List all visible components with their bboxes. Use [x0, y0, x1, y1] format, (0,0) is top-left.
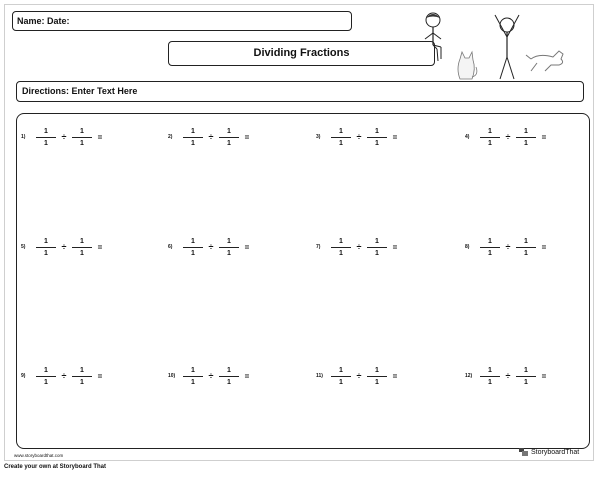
equals-sign: = — [541, 242, 547, 252]
answer-blank[interactable] — [254, 370, 278, 382]
answer-blank[interactable] — [551, 370, 575, 382]
numerator: 1 — [488, 366, 492, 374]
numerator: 1 — [524, 237, 528, 245]
divide-sign: ÷ — [505, 242, 511, 252]
name-date-label: Name: Date: — [17, 16, 70, 26]
denominator: 1 — [44, 249, 48, 257]
divide-sign: ÷ — [208, 132, 214, 142]
numerator: 1 — [227, 237, 231, 245]
fraction-dividend — [35, 126, 57, 149]
answer-blank[interactable] — [551, 241, 575, 253]
fraction-divisor — [71, 365, 93, 388]
numerator: 1 — [375, 237, 379, 245]
girl-sitting-illustration — [413, 11, 453, 67]
numerator: 1 — [80, 127, 84, 135]
numerator: 1 — [80, 237, 84, 245]
numerator: 1 — [524, 127, 528, 135]
equals-sign: = — [392, 242, 398, 252]
denominator: 1 — [524, 378, 528, 386]
fraction-dividend — [182, 126, 204, 149]
problem-11 — [316, 356, 426, 396]
divide-sign: ÷ — [356, 132, 362, 142]
fraction-dividend — [35, 236, 57, 259]
divide-sign: ÷ — [356, 371, 362, 381]
fraction-divisor — [366, 365, 388, 388]
fraction-divisor — [218, 236, 240, 259]
dog-illustration — [525, 45, 571, 75]
problem-1 — [21, 117, 131, 157]
problem-number: 11) — [316, 373, 323, 379]
equals-sign: = — [97, 242, 103, 252]
numerator: 1 — [375, 366, 379, 374]
brand-icon — [519, 448, 528, 456]
denominator: 1 — [80, 378, 84, 386]
problem-6 — [168, 227, 278, 267]
numerator: 1 — [44, 127, 48, 135]
denominator: 1 — [339, 139, 343, 147]
problem-10 — [168, 356, 278, 396]
storyboardthat-logo — [519, 448, 579, 456]
fraction-divisor — [366, 236, 388, 259]
fraction-dividend — [35, 365, 57, 388]
fraction-divisor — [218, 126, 240, 149]
equals-sign: = — [541, 371, 547, 381]
problem-number: 3) — [316, 134, 321, 140]
answer-blank[interactable] — [402, 370, 426, 382]
answer-blank[interactable] — [402, 131, 426, 143]
equals-sign: = — [392, 371, 398, 381]
equals-sign: = — [244, 242, 250, 252]
numerator: 1 — [80, 366, 84, 374]
answer-blank[interactable] — [107, 131, 131, 143]
denominator: 1 — [375, 139, 379, 147]
equals-sign: = — [97, 371, 103, 381]
numerator: 1 — [44, 237, 48, 245]
equals-sign: = — [244, 132, 250, 142]
denominator: 1 — [44, 378, 48, 386]
problem-8 — [465, 227, 575, 267]
denominator: 1 — [191, 139, 195, 147]
numerator: 1 — [339, 366, 343, 374]
problem-7 — [316, 227, 426, 267]
fraction-divisor — [71, 126, 93, 149]
problem-4 — [465, 117, 575, 157]
numerator: 1 — [488, 127, 492, 135]
answer-blank[interactable] — [254, 241, 278, 253]
numerator: 1 — [191, 366, 195, 374]
equals-sign: = — [244, 371, 250, 381]
problem-2 — [168, 117, 278, 157]
cheering-person-illustration — [487, 9, 527, 83]
equals-sign: = — [392, 132, 398, 142]
create-your-own-link[interactable]: Create your own at Storyboard That — [4, 464, 107, 470]
denominator: 1 — [524, 249, 528, 257]
numerator: 1 — [191, 127, 195, 135]
fraction-dividend — [479, 126, 501, 149]
divide-sign: ÷ — [505, 132, 511, 142]
problem-5 — [21, 227, 131, 267]
worksheet-page — [4, 4, 594, 461]
directions-field[interactable] — [16, 81, 584, 102]
brand-text: StoryboardThat — [531, 448, 580, 456]
fraction-dividend — [330, 236, 352, 259]
fraction-dividend — [479, 236, 501, 259]
divide-sign: ÷ — [356, 242, 362, 252]
problem-number: 6) — [168, 244, 173, 250]
answer-blank[interactable] — [551, 131, 575, 143]
problem-9 — [21, 356, 131, 396]
problem-number: 5) — [21, 244, 26, 250]
fraction-divisor — [515, 126, 537, 149]
worksheet-title[interactable] — [168, 41, 435, 66]
fraction-dividend — [182, 365, 204, 388]
numerator: 1 — [375, 127, 379, 135]
fraction-dividend — [330, 365, 352, 388]
answer-blank[interactable] — [107, 241, 131, 253]
fraction-divisor — [71, 236, 93, 259]
denominator: 1 — [488, 249, 492, 257]
denominator: 1 — [339, 378, 343, 386]
divide-sign: ÷ — [505, 371, 511, 381]
problem-number: 2) — [168, 134, 173, 140]
fraction-divisor — [366, 126, 388, 149]
divide-sign: ÷ — [61, 242, 67, 252]
problem-number: 1) — [21, 134, 26, 140]
denominator: 1 — [524, 139, 528, 147]
title-text: Dividing Fractions — [253, 47, 350, 59]
denominator: 1 — [227, 249, 231, 257]
denominator: 1 — [191, 249, 195, 257]
name-date-field[interactable] — [12, 11, 352, 31]
equals-sign: = — [541, 132, 547, 142]
denominator: 1 — [375, 378, 379, 386]
cat-illustration — [452, 49, 480, 83]
fraction-divisor — [515, 365, 537, 388]
numerator: 1 — [191, 237, 195, 245]
numerator: 1 — [227, 127, 231, 135]
numerator: 1 — [524, 366, 528, 374]
fraction-dividend — [479, 365, 501, 388]
problem-number: 10) — [168, 373, 176, 379]
denominator: 1 — [80, 139, 84, 147]
problem-3 — [316, 117, 426, 157]
problem-number: 9) — [21, 373, 26, 379]
denominator: 1 — [44, 139, 48, 147]
denominator: 1 — [227, 139, 231, 147]
fraction-dividend — [330, 126, 352, 149]
fraction-divisor — [515, 236, 537, 259]
denominator: 1 — [488, 139, 492, 147]
answer-blank[interactable] — [402, 241, 426, 253]
denominator: 1 — [80, 249, 84, 257]
problem-number: 12) — [465, 373, 473, 379]
divide-sign: ÷ — [208, 242, 214, 252]
denominator: 1 — [191, 378, 195, 386]
denominator: 1 — [339, 249, 343, 257]
answer-blank[interactable] — [254, 131, 278, 143]
numerator: 1 — [488, 237, 492, 245]
denominator: 1 — [227, 378, 231, 386]
divide-sign: ÷ — [61, 371, 67, 381]
problem-number: 7) — [316, 244, 321, 250]
fraction-divisor — [218, 365, 240, 388]
equals-sign: = — [97, 132, 103, 142]
numerator: 1 — [339, 237, 343, 245]
problem-number: 8) — [465, 244, 470, 250]
numerator: 1 — [227, 366, 231, 374]
divide-sign: ÷ — [208, 371, 214, 381]
denominator: 1 — [375, 249, 379, 257]
numerator: 1 — [44, 366, 48, 374]
divide-sign: ÷ — [61, 132, 67, 142]
problem-number: 4) — [465, 134, 470, 140]
fraction-dividend — [182, 236, 204, 259]
directions-text: Directions: Enter Text Here — [22, 86, 138, 96]
problems-area — [16, 113, 590, 449]
answer-blank[interactable] — [107, 370, 131, 382]
problem-12 — [465, 356, 575, 396]
numerator: 1 — [339, 127, 343, 135]
denominator: 1 — [488, 378, 492, 386]
site-credit: www.storyboardthat.com — [14, 453, 64, 458]
